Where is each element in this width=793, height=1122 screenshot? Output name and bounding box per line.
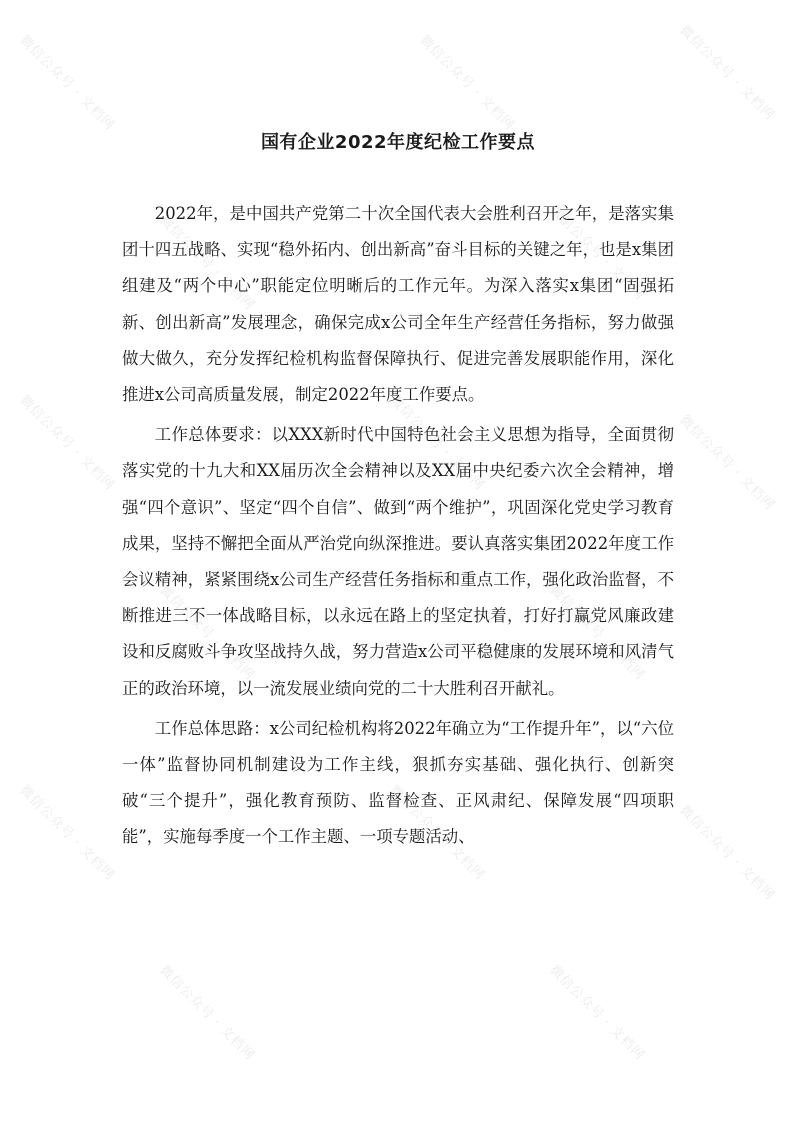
paragraph-overall-approach: 工作总体思路：x公司纪检机构将2022年确立为“工作提升年”，以“六位一体”监督协同机制建设为工作主线，狠抓夯实基础、强化执行、创新突破“三个提升”，强化教育预防、监督检查、正风肃纪、保障发展“四项职能”，实施每季度一个工作主题、一项专题活动、 bbox=[122, 718, 674, 847]
watermark: 微信公众号 · 文档网 bbox=[676, 22, 778, 124]
watermark: 微信公众号 · 文档网 bbox=[546, 962, 648, 1064]
paragraph-overall-requirements: 工作总体要求：以XXX新时代中国特色社会主义思想为指导，全面贯彻落实党的十九大和XX届历次全会精神以及XX届中央纪委六次全会精神，增强“四个意识”、坚定“四个自信”、做到“两个维护”，巩固深化党史学习教育成果，坚持不懈把全面从严治党向纵深推进。要认真落实集团2022年度工作会议精神，紧紧围绕x公司生产经营任务指标和重点工作，强化政治监督，不断推进三不一体战略目标，以永远在路上的坚定执着，打好打赢党风廉政建设和反腐败斗争攻坚战持久战，努力营造x公司平稳健康的发展环境和风清气正的政治环境，以一流发展业绩向党的二十大胜利召开献礼。 bbox=[122, 425, 674, 698]
watermark: 微信公众号 · 文档网 bbox=[156, 212, 258, 314]
document-title: 国有企业2022年度纪检工作要点 bbox=[260, 132, 536, 153]
watermark: 微信公众号 · 文档网 bbox=[416, 32, 518, 134]
watermark: 微信公众号 · 文档网 bbox=[546, 202, 648, 304]
watermark: 微信公众号 · 文档网 bbox=[676, 802, 778, 904]
watermark: 微信公众号 · 文档网 bbox=[156, 582, 258, 684]
watermark: 微信公众号 · 文档网 bbox=[16, 32, 118, 134]
watermark: 微信公众号 · 文档网 bbox=[676, 412, 778, 514]
paragraph-intro: 2022年，是中国共产党第二十次全国代表大会胜利召开之年，是落实集团十四五战略、实现“稳外拓内、创出新高”奋斗目标的关键之年，也是x集团组建及“两个中心”职能定位明晰后的工作元年。为深入落实x集团“固强拓新、创出新高”发展理念，确保完成x公司全年生产经营任务指标，努力做强做大做久，充分发挥纪检机构监督保障执行、促进完善发展职能作用，深化推进x公司高质量发展，制定2022年度工作要点。 bbox=[122, 204, 674, 405]
watermark: 微信公众号 · 文档网 bbox=[156, 962, 258, 1064]
watermark: 微信公众号 · 文档网 bbox=[16, 392, 118, 494]
watermark: 微信公众号 · 文档网 bbox=[386, 392, 488, 494]
document-body bbox=[122, 128, 674, 856]
watermark: 微信公众号 · 文档网 bbox=[16, 782, 118, 884]
watermark: 微信公众号 · 文档网 bbox=[386, 782, 488, 884]
watermark: 微信公众号 · 文档网 bbox=[546, 582, 648, 684]
